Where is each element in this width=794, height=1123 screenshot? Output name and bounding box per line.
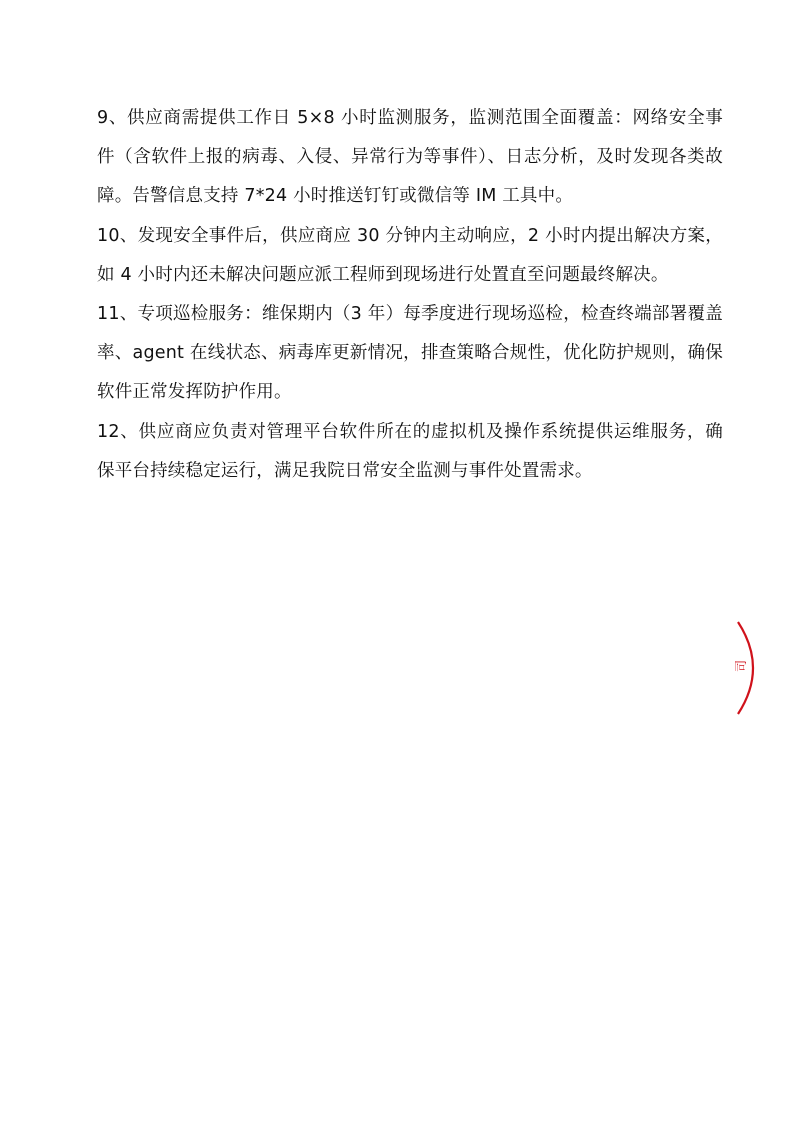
partial-seal-stamp: [728, 618, 768, 718]
paragraph-9: [97, 104, 723, 222]
text-line: 障。告警信息支持 7*24 小时推送钉钉或微信等 IM 工具中。: [97, 186, 574, 207]
text-line: 9、供应商需提供工作日 5×8 小时监测服务，监测范围全面覆盖：网络安全事: [97, 108, 723, 128]
text-line: 保平台持续稳定运行，满足我院日常安全监测与事件处置需求。: [97, 460, 593, 481]
paragraph-12: [97, 418, 723, 496]
text-line: 件（含软件上报的病毒、入侵、异常行为等事件）、日志分析，及时发现各类故: [97, 147, 723, 168]
text-line: 12、供应商应负责对管理平台软件所在的虚拟机及操作系统提供运维服务，确: [97, 421, 723, 442]
text-line: 率、agent 在线状态、病毒库更新情况，排查策略合规性，优化防护规则，确保: [97, 343, 723, 364]
paragraph-10: [97, 222, 723, 300]
seal-character: 司: [734, 659, 748, 673]
text-line: 如 4 小时内还未解决问题应派工程师到现场进行处置直至问题最终解决。: [97, 264, 669, 285]
paragraph-11: [97, 300, 723, 418]
text-line: 软件正常发挥防护作用。: [97, 382, 292, 403]
text-line: 10、发现安全事件后，供应商应 30 分钟内主动响应，2 小时内提出解决方案，: [97, 225, 723, 246]
text-line: 11、专项巡检服务：维保期内（3 年）每季度进行现场巡检，检查终端部署覆盖: [97, 303, 723, 324]
document-body: [97, 104, 723, 496]
